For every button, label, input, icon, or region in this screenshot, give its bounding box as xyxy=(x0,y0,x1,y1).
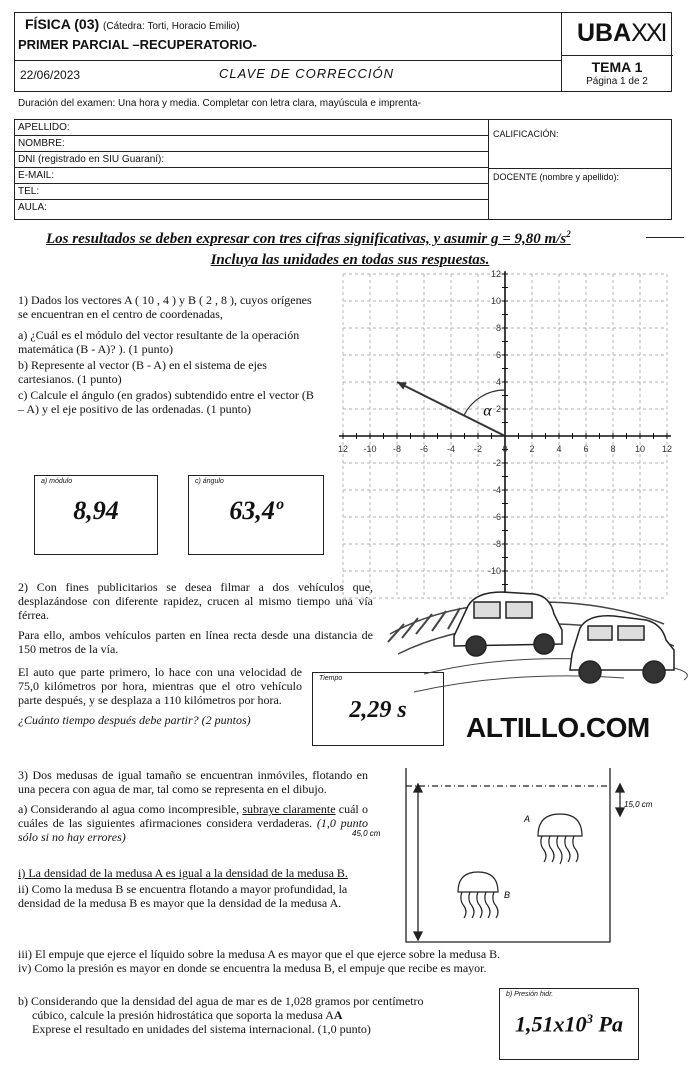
jellyfish-a-label: A xyxy=(524,814,531,824)
answer-box-modulo xyxy=(34,475,158,555)
y-tick-label: -6 xyxy=(492,512,501,522)
course-title: FÍSICA (03) (Cátedra: Torti, Horacio Emilio) xyxy=(25,16,240,32)
q2-paragraph-2: Para ello, ambos vehículos parten en línea recta desde una distancia de 150 metros de la vía. xyxy=(18,628,373,656)
question-1 xyxy=(18,293,318,416)
x-tick-label: -6 xyxy=(419,444,429,454)
angle-alpha-label: α xyxy=(483,402,492,420)
answer-value-tiempo: 2,29 s xyxy=(349,697,407,723)
y-tick-label: 6 xyxy=(495,350,501,360)
q3-options xyxy=(18,866,358,910)
q2-paragraph-1: 2) Con fines publicitarios se desea filmar a dos vehículos que, desplazándose con diferente rapidez, crucen al mismo tiempo una vía férrea. xyxy=(18,580,373,622)
y-tick-label: 12 xyxy=(490,269,501,279)
instructions-line-1: Los resultados se deben expresar con tres cifras significativas, y asumir g = 9,80 $m/s^2$ xyxy=(46,229,571,247)
x-tick-label: 8 xyxy=(610,444,616,454)
answer-key-title: CLAVE DE CORRECCIÓN xyxy=(219,66,395,81)
q3-option-ii: ii) Como la medusa B se encuentra flotando a mayor profundidad, la densidad de la medusa B es mayor que la densidad de la medusa A. xyxy=(18,882,348,910)
q3-intro: 3) Dos medusas de igual tamaño se encuentran inmóviles, flotando en una pecera con agua de mar, tal como se representa en el dibujo. xyxy=(18,768,368,796)
q3-option-iv: iv) Como la presión es mayor en donde se encuentra la medusa B, el empuje que recibe es mayor. xyxy=(18,961,487,975)
q3-option-i: i) La densidad de la medusa A es igual a la densidad de la medusa B. xyxy=(18,866,348,880)
y-tick-label: 10 xyxy=(490,296,501,306)
jellyfish-b-icon xyxy=(458,872,498,918)
q1-part-a: a) ¿Cuál es el módulo del vector resultante de la operación matemática (B - A)? ). (1 punto) xyxy=(18,328,300,356)
y-tick-label: 2 xyxy=(495,404,501,414)
instructions-rule xyxy=(646,237,684,238)
depth-total-label: 45,0 cm xyxy=(352,829,381,838)
y-tick-label: 8 xyxy=(495,323,501,333)
tema-label: TEMA 1 xyxy=(591,59,643,75)
teacher-field[interactable]: DOCENTE (nombre y apellido): xyxy=(493,172,620,182)
y-tick-label: -4 xyxy=(492,485,501,495)
form-field-tel[interactable]: TEL: xyxy=(15,184,488,200)
y-tick-label: 4 xyxy=(495,377,501,387)
q3-option-iii: iii) El empuje que ejerce el líquido sobre la medusa A es mayor que el que ejerce sobre la medusa B. xyxy=(18,947,501,961)
x-tick-label: 2 xyxy=(529,444,535,454)
exam-date: 22/06/2023 xyxy=(20,68,81,82)
car-icon xyxy=(454,592,562,656)
form-field-nombre[interactable]: NOMBRE: xyxy=(15,136,488,152)
form-field-aula[interactable]: AULA: xyxy=(18,202,47,213)
answer-value-modulo: 8,94 xyxy=(73,496,119,525)
depth-a-label: 15,0 cm xyxy=(624,800,653,809)
x-tick-labels xyxy=(338,444,672,454)
x-tick-label: -10 xyxy=(363,444,377,454)
answer-label-tiempo: Tiempo xyxy=(319,675,343,682)
y-tick-label: -10 xyxy=(487,566,501,576)
x-tick-label: 12 xyxy=(661,444,673,454)
answer-label-presion: b) Presión hidr. xyxy=(506,991,554,998)
q2-paragraph-3: El auto que parte primero, lo hace con una velocidad de 75,0 kilómetros por hora, mientras que el otro vehículo parte después, y se desplaza a 110 kilómetros por hora. xyxy=(18,665,302,707)
y-tick-label: -2 xyxy=(492,458,501,468)
q3-part-b xyxy=(18,994,488,1036)
q3-part-b-line-3: Exprese el resultado en unidades del sistema internacional. (1,0 punto) xyxy=(32,1022,371,1036)
x-tick-label: 10 xyxy=(634,444,646,454)
student-info-form xyxy=(14,119,672,220)
aquarium-diagram xyxy=(352,766,690,946)
q3-part-b-line-2: cúbico, calcule la presión hidrostática que soporta la medusa AA xyxy=(32,1008,343,1022)
q1-intro: 1) Dados los vectores A ( 10 , 4 ) y B ( 2 , 8 ), cuyos orígenes se encuentran en el centro de coordenadas, xyxy=(18,293,312,321)
question-3 xyxy=(18,768,368,844)
x-tick-label: 0 xyxy=(502,444,508,454)
exam-duration: Duración del examen: Una hora y media. Completar con letra clara, mayúscula e imprenta- xyxy=(18,98,421,109)
x-tick-label: 12 xyxy=(337,444,349,454)
chair-name: (Cátedra: Torti, Horacio Emilio) xyxy=(103,21,240,32)
x-tick-label: 4 xyxy=(556,444,562,454)
q3-options-2 xyxy=(18,947,688,975)
jellyfish-b-label: B xyxy=(504,890,511,900)
uba-xxi-logo: UBAXXI xyxy=(577,19,666,47)
q2-paragraph-4: ¿Cuánto tiempo después debe partir? (2 puntos) xyxy=(18,713,251,727)
answer-value-angulo: 63,4º xyxy=(229,496,283,525)
exam-name: PRIMER PARCIAL –RECUPERATORIO- xyxy=(18,37,257,52)
cartesian-graph xyxy=(337,269,673,584)
instructions-line-2: Incluya las unidades en todas sus respuestas. xyxy=(210,252,490,268)
grade-field[interactable]: CALIFICACIÓN: xyxy=(493,129,559,139)
form-field-dni[interactable]: DNI (registrado en SIU Guaraní): xyxy=(15,152,488,168)
q1-part-c: c) Calcule el ángulo (en grados) subtendido entre el vector (B – A) y el eje positivo de las ordenadas. (1 punto) xyxy=(18,388,314,416)
answer-label-modulo: a) módulo xyxy=(41,478,73,485)
answer-box-angulo xyxy=(188,475,324,555)
form-field-apellido[interactable]: APELLIDO: xyxy=(15,120,488,136)
car-icon xyxy=(570,616,674,683)
q3-part-a: a) Considerando al agua como incompresible, subraye claramente cuál o cuáles de las siguientes afirmaciones considera verdaderas. (1,0 punto sólo si no hay errores) xyxy=(18,802,368,844)
q3-part-b-line-1: b) Considerando que la densidad del agua de mar es de 1,028 gramos por centímetro xyxy=(18,994,424,1008)
cars-illustration xyxy=(384,584,690,702)
y-tick-label: -8 xyxy=(492,539,501,549)
x-tick-label: -4 xyxy=(446,444,456,454)
exam-header xyxy=(14,12,672,92)
q1-part-b: b) Represente al vector (B - A) en el sistema de ejes cartesianos. (1 punto) xyxy=(18,358,267,386)
question-2 xyxy=(18,580,373,656)
aquarium-tank xyxy=(406,768,610,942)
x-tick-label: -2 xyxy=(473,444,483,454)
q2-paragraph-3-wrap xyxy=(18,665,302,727)
jellyfish-a-icon xyxy=(538,814,582,864)
answer-label-angulo: c) ángulo xyxy=(195,478,224,485)
form-field-email[interactable]: E-MAIL: xyxy=(15,168,488,184)
watermark: ALTILLO.COM xyxy=(466,712,650,743)
x-tick-label: 6 xyxy=(583,444,589,454)
x-tick-label: -8 xyxy=(392,444,402,454)
answer-box-presion xyxy=(499,988,639,1060)
page-number: Página 1 de 2 xyxy=(586,76,648,87)
answer-value-presion: $1,51x10^3$ Pa xyxy=(515,1011,623,1037)
